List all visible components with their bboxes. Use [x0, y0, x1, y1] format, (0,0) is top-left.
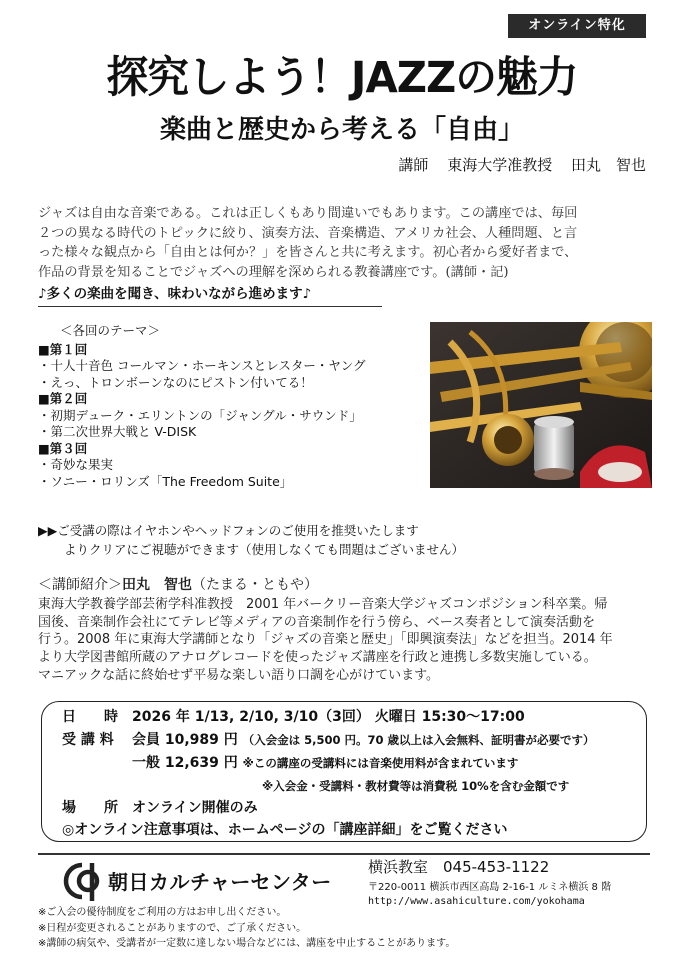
member-label: 会員	[132, 732, 160, 748]
notice-line-2: よりクリアにご視聴ができます（使用しなくても問題はございません）	[64, 542, 465, 557]
profile-line: マニアックな話に終始せず平易な楽しい語り口調を心がけています。	[38, 667, 440, 683]
highlight-line: ♪多くの楽曲を聞き、味わいながら進めます♪	[38, 284, 382, 307]
lecturer-role: 講師	[398, 156, 429, 174]
intro-text	[38, 204, 650, 282]
general-note: ※この講座の受講料には音楽使用料が含まれています	[242, 756, 519, 770]
session-topic: ・十人十音色 コールマン・ホーキンスとレスター・ヤング	[38, 358, 366, 373]
online-only-badge: オンライン特化	[508, 14, 646, 38]
profile-heading-reading: （たまる・ともや）	[192, 577, 318, 593]
notice-line-1: ▶▶ご受講の際はイヤホンやヘッドフォンのご使用を推奨いたします	[38, 523, 419, 538]
course-info-box	[41, 701, 647, 842]
footnote: ※ご入会の優待制度をご利用の方はお申し出ください。	[38, 907, 287, 918]
date-value: 2026 年 1/13, 2/10, 3/10（3回） 火曜日 15:30～17:00	[132, 709, 525, 725]
tax-note: ※入会金・受講料・教材費等は消費税 10%を含む金額です	[262, 779, 570, 793]
intro-line: ２つの異なる時代のトピックに絞り、演奏方法、音楽構造、アメリカ社会、人種問題、と言	[38, 225, 578, 241]
footer-divider	[38, 853, 650, 855]
fee-row-general	[132, 754, 518, 772]
profile-line: より大学図書館所蔵のアナログレコードを使ったジャズ講座を行政と連携し多数実施している。	[38, 650, 597, 666]
intro-line: ジャズは自由な音楽である。これは正しくもあり間違いでもあります。この講座では、毎回	[38, 206, 578, 221]
session-label: ■第２回	[38, 391, 88, 406]
branch-phone: 横浜教室 045-453-1122	[368, 858, 550, 876]
profile-line: 東海大学教養学部芸術学科准教授 2001 年バークリー音楽大学ジャズコンポジション科卒業。帰	[38, 596, 608, 612]
session-topic: ・ソニー・ロリンズ「The Freedom Suite」	[38, 473, 293, 489]
intro-line: 作品の背景を知ることでジャズへの理解を深められる教養講座です。(講師・記)	[38, 264, 509, 280]
session-label: ■第３回	[38, 440, 88, 456]
profile-line: 行う。2008 年に東海大学講師となり「ジャズの音楽と歴史」「即興演奏法」などを担当。2014 年	[38, 632, 613, 648]
page-subtitle: 楽曲と歴史から考える「自由」	[159, 115, 524, 145]
member-note: （入会金は 5,500 円。70 歳以上は入会無料、証明書が必要です）	[242, 733, 595, 747]
session-topic: ・えっ、トロンボーンなのにピストン付いてる！	[38, 374, 313, 390]
instruments-photo	[430, 322, 652, 488]
place-row	[62, 799, 258, 817]
lecturer-profile	[38, 577, 650, 685]
session-topic: ・初期デューク・エリントンの「ジャングル・サウンド」	[38, 407, 362, 423]
audio-notice	[38, 521, 650, 559]
fee-row-member	[62, 731, 595, 749]
session-themes	[38, 323, 418, 490]
place-value: オンライン開催のみ	[132, 800, 258, 816]
general-price: 12,639 円	[164, 755, 238, 771]
footnotes	[38, 905, 455, 952]
session-label: ■第１回	[38, 341, 88, 357]
branch-address: 〒220-0011 横浜市西区高島 2-16-1 ルミネ横浜 8 階	[368, 882, 612, 893]
date-label: 日 時	[62, 709, 118, 725]
online-notice-row	[62, 821, 508, 839]
date-row	[62, 708, 525, 726]
session-topic: ・奇妙な果実	[38, 457, 114, 472]
place-label: 場 所	[62, 800, 118, 816]
lecturer-affiliation: 東海大学准教授	[447, 156, 553, 174]
profile-line: 国後、音楽制作会社にてテレビ等メディアの音楽制作を行う傍ら、ベース奏者として演奏活動を	[38, 614, 596, 630]
session-topic: ・第二次世界大戦と V-DISK	[38, 424, 197, 439]
page-title: 探究しよう！JAZZの魅力	[106, 53, 578, 103]
online-notice: ◎オンライン注意事項は、ホームページの「講座詳細」をご覧ください	[62, 822, 508, 838]
general-label: 一般	[132, 755, 160, 771]
profile-heading-label: ＜講師紹介＞	[38, 577, 122, 593]
footnote: ※講師の病気や、受講者が一定数に達しない場合などには、講座を中止することがあります。	[38, 938, 456, 949]
profile-heading-name: 田丸 智也	[122, 577, 192, 593]
website-url[interactable]: http://www.asahiculture.com/yokohama	[368, 896, 585, 907]
lecturer-line	[398, 154, 646, 176]
themes-heading: ＜各回のテーマ＞	[60, 323, 161, 338]
intro-line: った様々な観点から「自由とは何か？」を皆さんと共に考えます。初心者から愛好者まで、	[38, 245, 578, 260]
tax-row	[262, 777, 569, 795]
footnote: ※日程が変更されることがありますので、ご了承ください。	[38, 922, 307, 934]
profile-heading	[38, 577, 650, 595]
fee-label: 受 講 料	[62, 732, 114, 748]
lecturer-name: 田丸 智也	[570, 156, 646, 174]
member-price: 10,989 円	[164, 732, 238, 748]
center-name: 朝日カルチャーセンター	[108, 870, 332, 894]
